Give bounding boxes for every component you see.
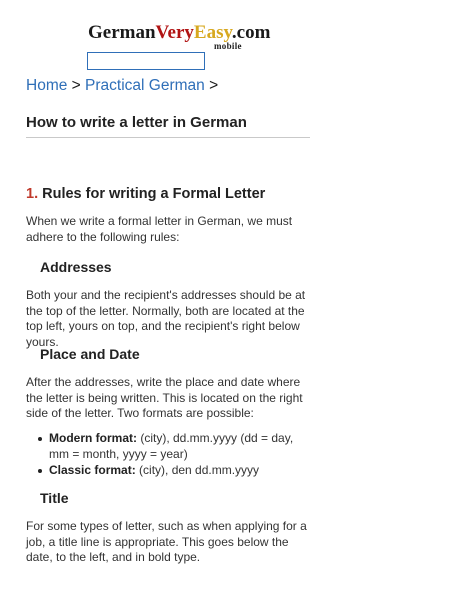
section-heading-text: Rules for writing a Formal Letter xyxy=(38,186,266,202)
section-heading xyxy=(26,186,265,202)
list-item-label: Classic format: xyxy=(49,463,136,477)
place-date-text: After the addresses, write the place and date where the letter is being written. This is located on the right side of the letter. Two formats are possible: xyxy=(26,375,303,420)
site-logo[interactable] xyxy=(88,22,271,54)
addresses-heading: Addresses xyxy=(40,259,112,275)
search-input[interactable] xyxy=(87,52,205,70)
breadcrumb-separator: > xyxy=(204,77,219,94)
bullet-icon xyxy=(38,437,42,441)
bullet-icon xyxy=(38,469,42,473)
logo-wordmark: GermanVeryEasy.com xyxy=(88,22,271,43)
place-date-heading: Place and Date xyxy=(40,346,140,362)
list-item-label: Modern format: xyxy=(49,431,137,445)
list-item-text: (city), den dd.mm.yyyy xyxy=(135,463,260,477)
breadcrumb-separator: > xyxy=(67,77,86,94)
list-item xyxy=(26,463,316,479)
breadcrumb-category-link[interactable]: Practical German xyxy=(85,77,205,94)
page-title: How to write a letter in German xyxy=(26,114,247,131)
breadcrumb-home-link[interactable]: Home xyxy=(26,77,68,94)
list-item-text: (city), dd.mm.yyyy (dd = day, mm = month, yyyy = year) xyxy=(49,431,294,461)
addresses-text: Both your and the recipient's addresses should be at the top of the letter. Normally, both are located at the top left, yours on top, and the recipient's right below yours. xyxy=(26,288,306,349)
section-intro: When we write a formal letter in German, we must adhere to the following rules: xyxy=(26,214,293,244)
title-divider xyxy=(26,137,310,138)
breadcrumb xyxy=(26,77,218,95)
list-item xyxy=(26,431,316,462)
title-subheading: Title xyxy=(40,490,69,506)
section-number: 1. xyxy=(26,186,39,202)
title-text: For some types of letter, such as when applying for a job, a title line is appropriate. This goes below the date, to the left, and in bold type. xyxy=(26,519,307,564)
logo-subtitle: mobile xyxy=(214,41,242,51)
date-format-list xyxy=(26,431,316,480)
